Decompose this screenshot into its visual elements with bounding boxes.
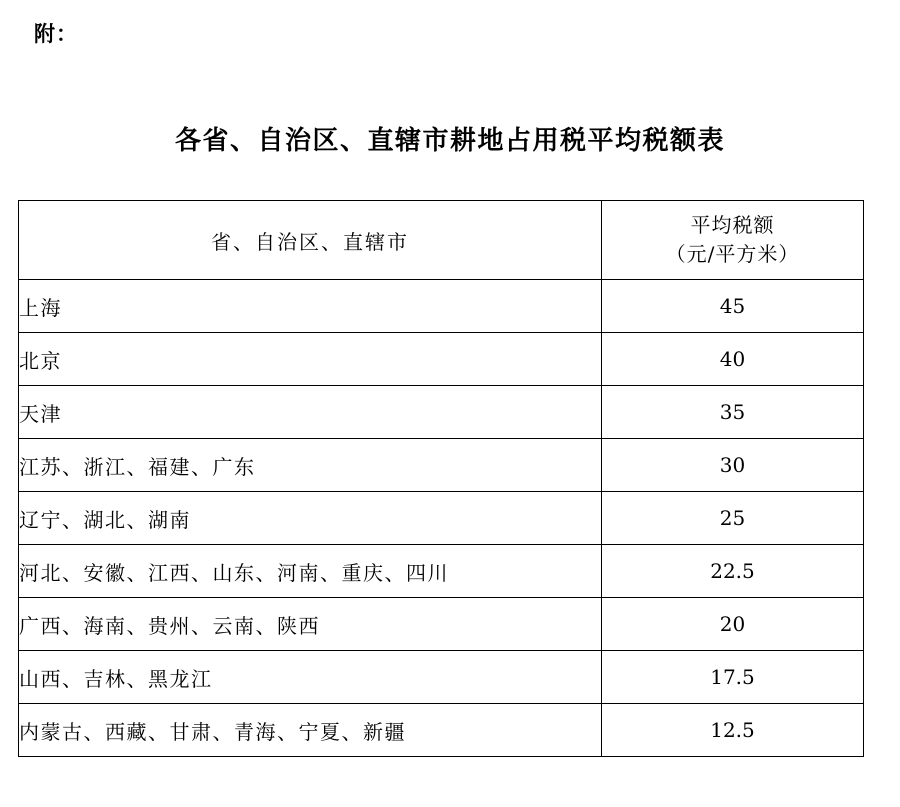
table-row [19, 386, 864, 439]
column-header-amount-line1: 平均税额 [690, 213, 775, 237]
table-row [19, 651, 864, 704]
tax-rate-table [18, 200, 864, 757]
table-row [19, 439, 864, 492]
column-header-region: 省、自治区、直辖市 [19, 201, 602, 280]
table-row [19, 545, 864, 598]
cell-region: 广西、海南、贵州、云南、陕西 [19, 598, 602, 651]
page-title: 各省、自治区、直辖市耕地占用税平均税额表 [174, 126, 725, 156]
cell-amount: 30 [602, 439, 864, 492]
cell-region: 江苏、浙江、福建、广东 [19, 439, 602, 492]
table-row [19, 492, 864, 545]
cell-amount: 45 [602, 280, 864, 333]
cell-amount: 17.5 [602, 651, 864, 704]
table-row [19, 704, 864, 757]
column-header-amount [602, 201, 864, 280]
cell-region: 北京 [19, 333, 602, 386]
table-row [19, 280, 864, 333]
table-row [19, 333, 864, 386]
cell-region: 天津 [19, 386, 602, 439]
cell-amount: 20 [602, 598, 864, 651]
cell-amount: 25 [602, 492, 864, 545]
cell-region: 上海 [19, 280, 602, 333]
cell-region: 辽宁、湖北、湖南 [19, 492, 602, 545]
cell-amount: 40 [602, 333, 864, 386]
cell-amount: 12.5 [602, 704, 864, 757]
table-body [19, 280, 864, 757]
cell-amount: 22.5 [602, 545, 864, 598]
column-header-amount-line2: （元/平方米） [665, 242, 800, 266]
tax-table-container [18, 200, 863, 757]
table-header-row [19, 201, 864, 280]
cell-amount: 35 [602, 386, 864, 439]
cell-region: 内蒙古、西藏、甘肃、青海、宁夏、新疆 [19, 704, 602, 757]
cell-region: 山西、吉林、黑龙江 [19, 651, 602, 704]
table-row [19, 598, 864, 651]
attachment-label: 附： [34, 21, 78, 46]
cell-region: 河北、安徽、江西、山东、河南、重庆、四川 [19, 545, 602, 598]
